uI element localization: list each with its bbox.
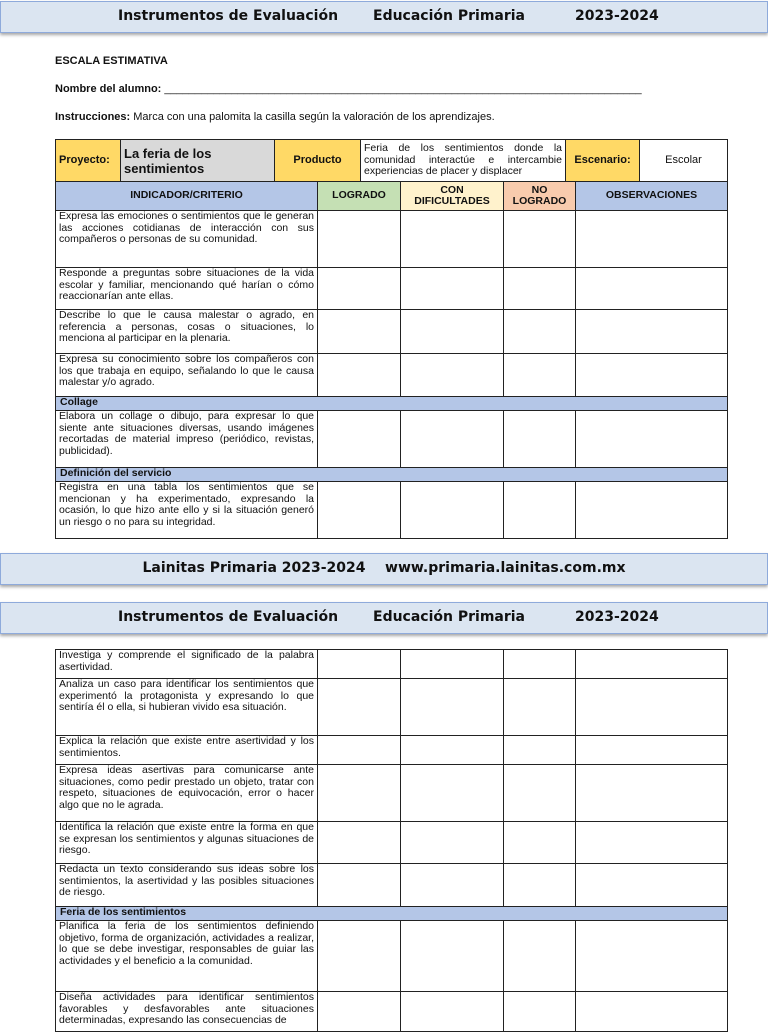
indicator-text: Expresa su conocimiento sobre los compañeros con los que trabaja en equipo, señalando lo que le causa malestar y/o agrado.	[56, 354, 318, 397]
table-row	[56, 211, 728, 268]
logrado-cell[interactable]	[318, 650, 401, 679]
table-row	[56, 268, 728, 310]
table-row	[56, 992, 728, 1032]
proyecto-value: La feria de los sentimientos	[121, 140, 275, 182]
observaciones-cell[interactable]	[576, 354, 728, 397]
con-dificultades-cell[interactable]	[401, 411, 504, 468]
header-banner	[0, 1, 768, 33]
banner-instrumentos: Instrumentos de Evaluación	[118, 609, 339, 625]
observaciones-cell[interactable]	[576, 482, 728, 539]
no-logrado-cell[interactable]	[504, 864, 576, 907]
con-dificultades-cell[interactable]	[401, 679, 504, 736]
logrado-cell[interactable]	[318, 354, 401, 397]
instructions-line	[55, 111, 495, 123]
col-no-logrado: NO LOGRADO	[504, 182, 576, 211]
observaciones-cell[interactable]	[576, 765, 728, 822]
col-indicador: INDICADOR/CRITERIO	[56, 182, 318, 211]
observaciones-cell[interactable]	[576, 736, 728, 765]
escenario-label: Escenario:	[566, 140, 640, 182]
observaciones-cell[interactable]	[576, 211, 728, 268]
no-logrado-cell[interactable]	[504, 211, 576, 268]
no-logrado-cell[interactable]	[504, 354, 576, 397]
no-logrado-cell[interactable]	[504, 992, 576, 1032]
con-dificultades-cell[interactable]	[401, 268, 504, 310]
section-row-feria	[56, 907, 728, 921]
instructions-label: Instrucciones:	[55, 111, 131, 123]
indicator-text: Expresa las emociones o sentimientos que le generan las acciones cotidianas de interacción con sus compañeros o personas de su comunidad.	[56, 211, 318, 268]
no-logrado-cell[interactable]	[504, 765, 576, 822]
observaciones-cell[interactable]	[576, 679, 728, 736]
con-dificultades-cell[interactable]	[401, 822, 504, 864]
banner-year: 2023-2024	[575, 8, 659, 24]
escenario-value: Escolar	[640, 140, 728, 182]
observaciones-cell[interactable]	[576, 864, 728, 907]
no-logrado-cell[interactable]	[504, 411, 576, 468]
banner-year: 2023-2024	[575, 609, 659, 625]
no-logrado-cell[interactable]	[504, 482, 576, 539]
table-row	[56, 411, 728, 468]
table-row	[56, 822, 728, 864]
table-row	[56, 650, 728, 679]
producto-label: Producto	[275, 140, 361, 182]
banner-educacion: Educación Primaria	[373, 8, 526, 24]
logrado-cell[interactable]	[318, 679, 401, 736]
con-dificultades-cell[interactable]	[401, 765, 504, 822]
observaciones-cell[interactable]	[576, 268, 728, 310]
col-con-dificultades: CON DIFICULTADES	[401, 182, 504, 211]
section-row-collage	[56, 397, 728, 411]
table-row	[56, 765, 728, 822]
no-logrado-cell[interactable]	[504, 921, 576, 992]
column-header-row	[56, 182, 728, 211]
con-dificultades-cell[interactable]	[401, 354, 504, 397]
logrado-cell[interactable]	[318, 864, 401, 907]
logrado-cell[interactable]	[318, 310, 401, 354]
banner-instrumentos: Instrumentos de Evaluación	[118, 8, 339, 24]
logrado-cell[interactable]	[318, 822, 401, 864]
logrado-cell[interactable]	[318, 736, 401, 765]
student-name-line	[55, 83, 642, 95]
logrado-cell[interactable]	[318, 992, 401, 1032]
con-dificultades-cell[interactable]	[401, 310, 504, 354]
table-row	[56, 864, 728, 907]
section-title: Feria de los sentimientos	[56, 907, 728, 921]
section-title: Collage	[56, 397, 728, 411]
con-dificultades-cell[interactable]	[401, 864, 504, 907]
table-row	[56, 482, 728, 539]
indicator-text: Registra en una tabla los sentimientos que se mencionan y ha experimentado, expresando la ocasión, lo que hizo ante ello y si la situación generó un riesgo o no para su integridad.	[56, 482, 318, 539]
indicator-text: Expresa ideas asertivas para comunicarse ante situaciones, como pedir prestado un objeto, tratar con respeto, situaciones de equivocación, error o hacer algo que no le agrada.	[56, 765, 318, 822]
logrado-cell[interactable]	[318, 411, 401, 468]
observaciones-cell[interactable]	[576, 992, 728, 1032]
indicator-text: Elabora un collage o dibujo, para expresar lo que siente ante situaciones diversas, usando imágenes recortadas de material impreso (periódico, revistas, publicidad).	[56, 411, 318, 468]
form-title: ESCALA ESTIMATIVA	[55, 55, 168, 67]
banner-educacion: Educación Primaria	[373, 609, 526, 625]
indicator-text: Analiza un caso para identificar los sentimientos que experimentó la protagonista y expresando lo que sentiría él o ella, si hubieran vivido esa situación.	[56, 679, 318, 736]
logrado-cell[interactable]	[318, 765, 401, 822]
observaciones-cell[interactable]	[576, 650, 728, 679]
con-dificultades-cell[interactable]	[401, 211, 504, 268]
evaluation-table-page2	[55, 649, 728, 1032]
section-title: Definición del servicio	[56, 468, 728, 482]
student-blank: ______________________________________________________________________________	[164, 83, 642, 95]
logrado-cell[interactable]	[318, 921, 401, 992]
producto-value: Feria de los sentimientos donde la comunidad interactúe e intercambie experiencias de placer y displacer	[361, 140, 566, 182]
no-logrado-cell[interactable]	[504, 736, 576, 765]
instructions-text: Marca con una palomita la casilla según la valoración de los aprendizajes.	[133, 111, 495, 123]
logrado-cell[interactable]	[318, 482, 401, 539]
indicator-text: Planifica la feria de los sentimientos definiendo objetivo, forma de organización, actividades a realizar, lo que se debe investigar, responsables de guiar las actividades y el beneficio a la comunidad.	[56, 921, 318, 992]
observaciones-cell[interactable]	[576, 822, 728, 864]
indicator-text: Investiga y comprende el significado de la palabra asertividad.	[56, 650, 318, 679]
proyecto-label: Proyecto:	[56, 140, 121, 182]
table-row	[56, 736, 728, 765]
indicator-text: Redacta un texto considerando sus ideas sobre los sentimientos, la asertividad y las posibles situaciones de riesgo.	[56, 864, 318, 907]
table-row	[56, 679, 728, 736]
indicator-text: Describe lo que le causa malestar o agrado, en referencia a personas, cosas o situaciones, lo menciona al participar en la plenaria.	[56, 310, 318, 354]
header-banner-page2	[0, 602, 768, 634]
no-logrado-cell[interactable]	[504, 310, 576, 354]
no-logrado-cell[interactable]	[504, 650, 576, 679]
student-label: Nombre del alumno:	[55, 83, 162, 95]
section-row-servicio	[56, 468, 728, 482]
project-table	[55, 139, 728, 182]
evaluation-table-page1	[55, 181, 728, 539]
indicator-text: Explica la relación que existe entre asertividad y los sentimientos.	[56, 736, 318, 765]
table-row	[56, 354, 728, 397]
col-logrado: LOGRADO	[318, 182, 401, 211]
con-dificultades-cell[interactable]	[401, 736, 504, 765]
observaciones-cell[interactable]	[576, 921, 728, 992]
table-row	[56, 921, 728, 992]
col-observaciones: OBSERVACIONES	[576, 182, 728, 211]
no-logrado-cell[interactable]	[504, 822, 576, 864]
no-logrado-cell[interactable]	[504, 268, 576, 310]
con-dificultades-cell[interactable]	[401, 992, 504, 1032]
observaciones-cell[interactable]	[576, 310, 728, 354]
table-row	[56, 310, 728, 354]
con-dificultades-cell[interactable]	[401, 482, 504, 539]
indicator-text: Responde a preguntas sobre situaciones de la vida escolar y familiar, mencionando qué harían o cómo reaccionarían ante ellas.	[56, 268, 318, 310]
footer-banner	[0, 553, 768, 585]
indicator-text: Diseña actividades para identificar sentimientos favorables y desfavorables ante situaciones determinadas, expresando las consecuencias de	[56, 992, 318, 1032]
logrado-cell[interactable]	[318, 268, 401, 310]
indicator-text: Identifica la relación que existe entre la forma en que se expresan los sentimientos y algunas situaciones de riesgo.	[56, 822, 318, 864]
con-dificultades-cell[interactable]	[401, 921, 504, 992]
no-logrado-cell[interactable]	[504, 679, 576, 736]
footer-banner-text: Lainitas Primaria 2023-2024 www.primaria.lainitas.com.mx	[142, 560, 626, 576]
con-dificultades-cell[interactable]	[401, 650, 504, 679]
logrado-cell[interactable]	[318, 211, 401, 268]
observaciones-cell[interactable]	[576, 411, 728, 468]
